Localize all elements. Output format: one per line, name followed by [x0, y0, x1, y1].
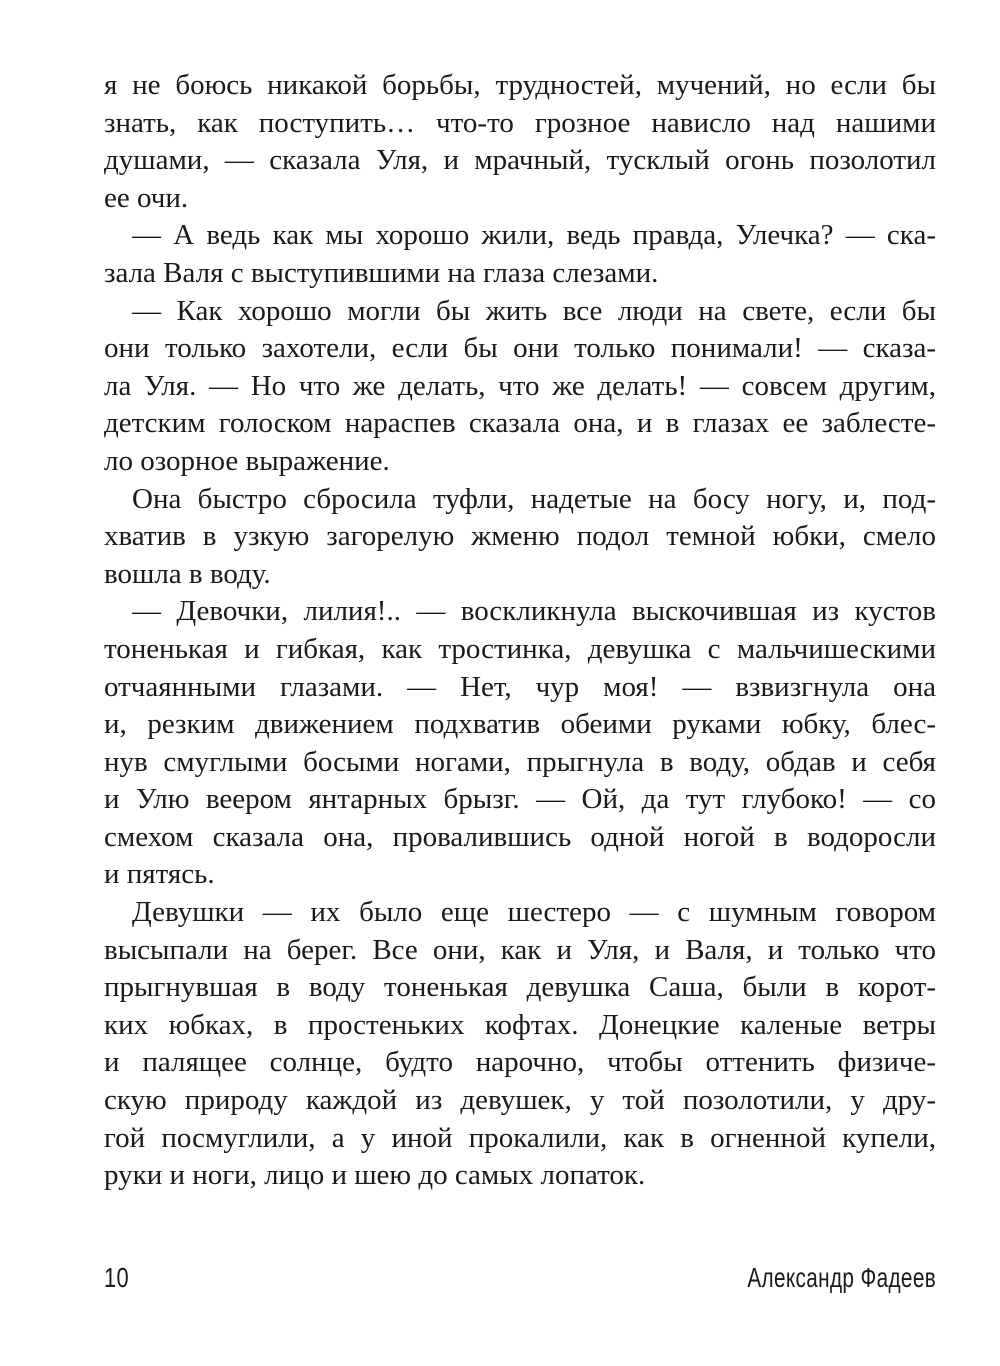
text-line: высыпали на берег. Все они, как и Уля, и Валя, и только что	[104, 933, 936, 966]
text-line: зала Валя с выступившими на глаза слезами.	[104, 256, 659, 289]
text-line: ло озорное выражение.	[104, 444, 390, 477]
text-line: вошла в воду.	[104, 557, 271, 590]
text-line: я не боюсь никакой борьбы, трудностей, мучений, но если бы	[104, 69, 936, 101]
text-line: — Как хорошо могли бы жить все люди на свете, если бы	[132, 294, 936, 327]
text-line: душами, — сказала Уля, и мрачный, тусклый огонь позолотил	[104, 144, 936, 177]
text-line: и пятясь.	[104, 858, 215, 891]
running-footer-author: Александр Фадеев	[747, 1262, 936, 1293]
text-line: руки и ноги, лицо и шею до самых лопаток.	[104, 1159, 646, 1192]
text-line: — А ведь как мы хорошо жили, ведь правда, Улечка? — ска-	[132, 219, 936, 252]
text-line: и палящее солнце, будто нарочно, чтобы оттенить физиче-	[104, 1046, 936, 1079]
text-line: гой посмуглили, а у иной прокалили, как в огненной купели,	[104, 1121, 936, 1154]
text-line: знать, как поступить… что-то грозное нависло над нашими	[104, 106, 936, 139]
text-line: прыгнувшая в воду тоненькая девушка Саша, были в корот-	[104, 971, 936, 1004]
text-line: и, резким движением подхватив обеими руками юбку, блес-	[104, 708, 936, 741]
text-line: смехом сказала она, провалившись одной ногой в водоросли	[104, 820, 936, 853]
text-line: Она быстро сбросила туфли, надетые на босу ногу, и, под-	[132, 482, 936, 515]
text-line: Девушки — их было еще шестеро — с шумным говором	[132, 896, 936, 929]
text-line: тоненькая и гибкая, как тростинка, девушка с мальчишескими	[104, 632, 936, 665]
text-line: скую природу каждой из девушек, у той позолотили, у дру-	[104, 1084, 936, 1117]
text-line: они только захотели, если бы они только понимали! — сказа-	[104, 332, 936, 365]
text-line: ла Уля. — Но что же делать, что же делать! — совсем другим,	[104, 369, 936, 402]
text-line: ких юбках, в простеньких кофтах. Донецкие каленые ветры	[104, 1008, 936, 1041]
text-line: ее очи.	[104, 181, 189, 214]
page-number: 10	[104, 1262, 130, 1293]
text-line: нув смуглыми босыми ногами, прыгнула в воду, обдав и себя	[104, 745, 936, 778]
text-line: — Девочки, лилия!.. — воскликнула выскочившая из кустов	[132, 595, 936, 628]
body-text	[104, 67, 936, 1195]
text-line: отчаянными глазами. — Нет, чур моя! — взвизгнула она	[104, 670, 936, 703]
text-line: детским голоском нараспев сказала она, и в глазах ее заблесте-	[104, 407, 936, 440]
text-line: и Улю веером янтарных брызг. — Ой, да тут глубоко! — со	[104, 783, 936, 816]
text-line: хватив в узкую загорелую жменю подол темной юбки, смело	[104, 520, 936, 553]
